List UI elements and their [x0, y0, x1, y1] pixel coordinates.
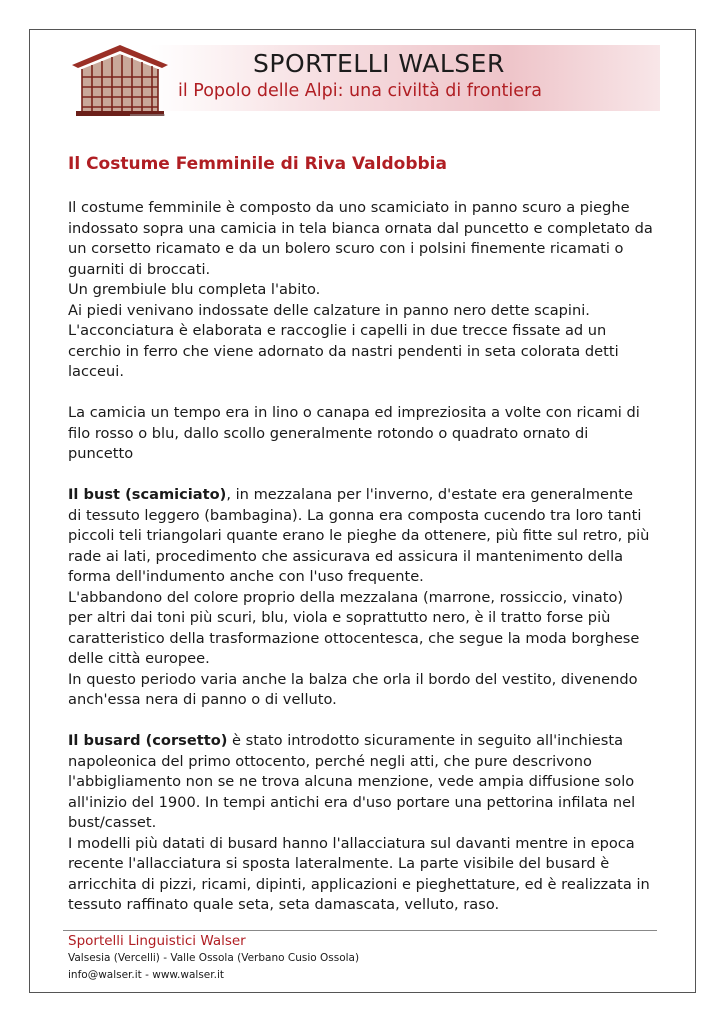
paragraph-intro — [68, 198, 668, 383]
text-line: all'inizio del 1900. In tempi antichi era d'uso portare una pettorina infilata nel — [68, 793, 636, 811]
text-line: lacceui. — [68, 363, 124, 380]
text-line: tessuto raffinato quale seta, seta damascata, velluto, raso. — [68, 896, 500, 913]
text-line: delle città europee. — [68, 650, 210, 667]
text-line: un corsetto ricamato e da un bolero scuro con i polsini finemente ricamati o — [68, 240, 624, 257]
paragraph-busard — [68, 731, 668, 916]
text-line: In questo periodo varia anche la balza che orla il bordo del vestito, divenendo — [68, 670, 638, 688]
text-line: arricchita di pizzi, ricami, dipinti, applicazioni e pieghettature, ed è realizzata in — [68, 875, 650, 893]
text-line: filo rosso o blu, dallo scollo generalmente rotondo o quadrato ornato di — [68, 424, 589, 442]
document-body — [68, 198, 668, 936]
text-run: , in mezzalana per l'inverno, d'estate era generalmente — [226, 486, 633, 503]
text-line: La camicia un tempo era in lino o canapa ed impreziosita a volte con ricami di — [68, 404, 640, 421]
paragraph-camicia — [68, 403, 668, 465]
text-line: L'abbandono del colore proprio della mezzalana (marrone, rossiccio, vinato) — [68, 588, 624, 606]
text-line: rade ai lati, procedimento che assicurava ed assicura il mantenimento della — [68, 547, 624, 565]
text-line: forma dell'indumento anche con l'uso frequente. — [68, 568, 424, 585]
text-line: I modelli più datati di busard hanno l'allacciatura sul davanti mentre in epoca — [68, 834, 635, 852]
footer-divider — [63, 930, 657, 931]
text-line: l'abbigliamento non se ne trova alcuna menzione, vede ampia diffusione solo — [68, 773, 635, 790]
footer-title: Sportelli Linguistici Walser — [68, 933, 246, 949]
text-line: puncetto — [68, 445, 134, 462]
text-line: Un grembiule blu completa l'abito. — [68, 281, 321, 298]
text-line: indossato sopra una camicia in tela bianca ornata dal puncetto e completato da — [68, 219, 653, 237]
page-header — [70, 41, 660, 119]
text-line: Ai piedi venivano indossate delle calzature in panno nero dette scapini. — [68, 301, 590, 319]
text-line: L'acconciatura è elaborata e raccoglie i capelli in due trecce fissate ad un — [68, 322, 607, 339]
document-title: Il Costume Femminile di Riva Valdobbia — [68, 154, 447, 174]
footer-locations: Valsesia (Vercelli) - Valle Ossola (Verbano Cusio Ossola) — [68, 952, 360, 964]
text-line: piccoli teli triangolari quante erano le pieghe da ottenere, più fitte sul retro, più — [68, 527, 650, 544]
text-line: bust/casset. — [68, 814, 157, 831]
text-line: caratteristico della trasformazione ottocentesca, che segue la moda borghese — [68, 629, 640, 647]
text-line — [68, 485, 668, 506]
text-line: guarniti di broccati. — [68, 260, 211, 278]
text-line: per altri dai toni più scuri, blu, viola e soprattutto nero, è il tratto forse più — [68, 609, 611, 626]
text-line: recente l'allacciatura si sposta lateralmente. La parte visibile del busard è — [68, 855, 610, 872]
text-line: anch'essa nera di panno o di velluto. — [68, 691, 337, 708]
walser-house-logo — [70, 41, 170, 119]
text-line: cerchio in ferro che viene adornato da nastri pendenti in seta colorata detti — [68, 342, 619, 360]
text-line: di tessuto leggero (bambagina). La gonna era composta cucendo tra loro tanti — [68, 506, 642, 524]
text-line — [68, 731, 668, 752]
text-line: Il costume femminile è composto da uno scamiciato in panno scuro a pieghe — [68, 199, 630, 216]
bold-lead-busard: Il busard (corsetto) — [68, 732, 228, 749]
brand-tagline: il Popolo delle Alpi: una civiltà di frontiera — [178, 81, 542, 101]
footer-contacts: info@walser.it - www.walser.it — [68, 969, 224, 981]
text-run: è stato introdotto sicuramente in seguito all'inchiesta — [227, 732, 624, 749]
text-line: napoleonica del primo ottocento, perché negli atti, che pure descrivono — [68, 752, 592, 770]
paragraph-bust — [68, 485, 668, 711]
brand-title: SPORTELLI WALSER — [253, 49, 505, 78]
bold-lead-bust: Il bust (scamiciato) — [68, 486, 227, 503]
